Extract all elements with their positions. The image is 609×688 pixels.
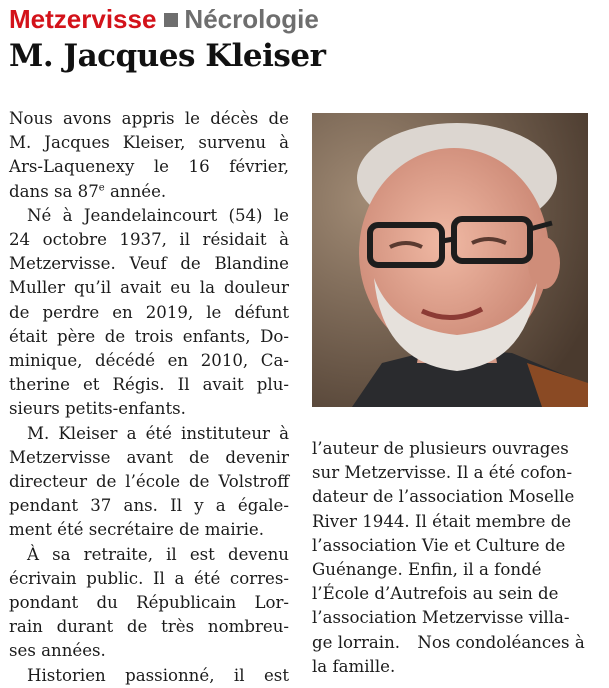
text-line: sieurs petits-enfants. <box>9 399 186 419</box>
text-line: Metzervisse. Veuf de Blandine <box>9 254 289 274</box>
text-line: 24 octobre 1937, il résidait à <box>9 230 289 250</box>
text-line: l’association Metzervisse villa- <box>312 608 570 628</box>
article-headline: M. Jacques Kleiser <box>9 38 326 74</box>
text-line: écrivain public. Il a été corres- <box>9 568 289 588</box>
text-line: therine et Régis. Il avait plu- <box>9 375 289 395</box>
text-line: l’auteur de plusieurs ouvrages <box>312 439 569 458</box>
text-line <box>9 180 289 204</box>
text-line: pendant 37 ans. Il y a égale- <box>9 496 289 516</box>
ordinal-superscript: e <box>98 182 105 194</box>
text-line: sur Metzervisse. Il a été cofon- <box>312 463 573 483</box>
article-column-2 <box>312 437 590 679</box>
kicker-rubric: Nécrologie <box>184 4 319 34</box>
text-line: Muller qu’il avait eu la douleur <box>9 278 289 298</box>
text-line: l’École d’Autrefois au sein de <box>312 584 559 604</box>
text-fragment: année. <box>104 181 167 201</box>
text-fragment: dans sa 87 <box>9 181 99 201</box>
portrait-photo <box>312 113 588 407</box>
section-kicker <box>9 2 319 36</box>
text-line: ment été secrétaire de mairie. <box>9 520 265 540</box>
text-line: de perdre en 2019, le défunt <box>9 302 289 322</box>
text-line: ge lorrain. <box>312 632 401 652</box>
kicker-separator <box>164 13 178 27</box>
text-line: l’association Vie et Culture de <box>312 535 566 555</box>
text-line: était père de trois enfants, Do- <box>9 326 289 346</box>
article-column-1 <box>9 107 289 688</box>
text-line: ses années. <box>9 641 106 661</box>
kicker-town: Metzervisse <box>9 4 157 34</box>
text-line: Guénange. Enfin, il a fondé <box>312 560 542 580</box>
text-line: dateur de l’association Moselle <box>312 487 575 507</box>
text-line: rain durant de très nombreu- <box>9 617 289 637</box>
text-line: Ars-Laquenexy le 16 février, <box>9 157 289 177</box>
text-line: Nos condoléances à la famille. <box>312 632 585 676</box>
text-line: Metzervisse avant de devenir <box>9 447 289 467</box>
text-line: M. Jacques Kleiser, survenu à <box>9 133 289 153</box>
text-line: À sa retraite, il est devenu <box>27 544 289 564</box>
text-line: pondant du Républicain Lor- <box>9 593 289 613</box>
text-line: River 1944. Il était membre de <box>312 511 572 531</box>
text-line: Nous avons appris le décès de <box>9 109 289 128</box>
text-line: minique, décédé en 2010, Ca- <box>9 351 289 371</box>
text-line: M. Kleiser a été instituteur à <box>27 423 289 443</box>
text-line: Historien passionné, il est <box>27 665 289 685</box>
portrait-illustration <box>312 113 588 407</box>
text-line: directeur de l’école de Volstroff <box>9 472 289 492</box>
text-line: Né à Jeandelaincourt (54) le <box>27 205 289 225</box>
